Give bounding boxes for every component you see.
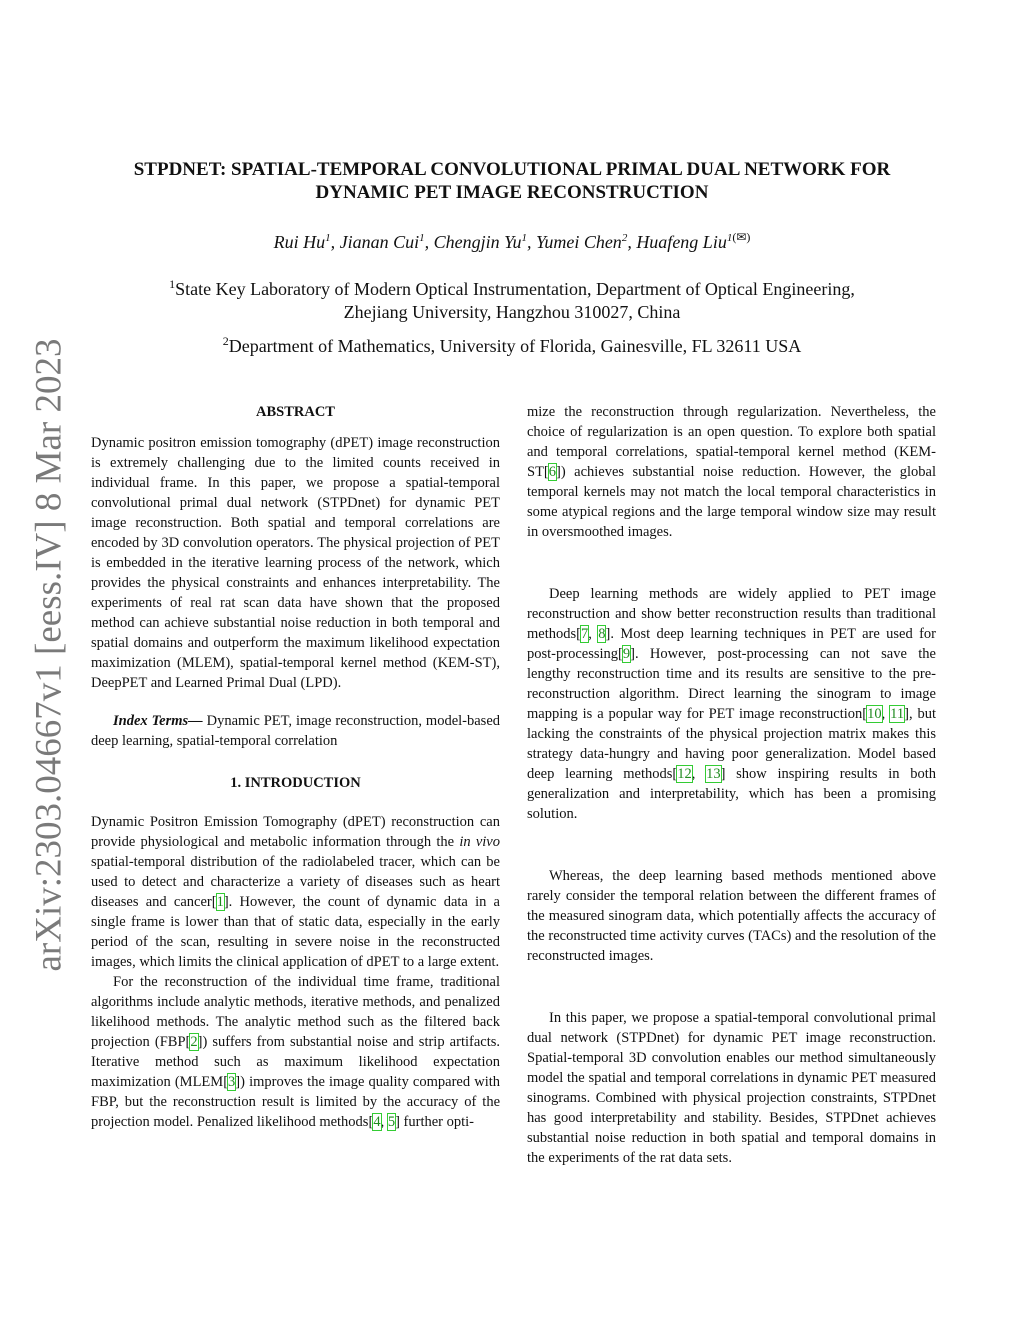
affiliation-1 <box>100 278 924 324</box>
author-name: Jianan Cui <box>339 232 420 252</box>
text-run: Deep learning methods are widely applied to PET image reconstruction and show better reconstruction results than traditional methods <box>527 586 936 642</box>
author-separator: , <box>330 232 340 252</box>
citation-link[interactable]: 3 <box>228 1074 236 1090</box>
intro-paragraph-4: Deep learning methods are widely applied to PET image reconstruction and show better reconstruction results than traditional methods[7, 8]. Most deep learning techniques in PET are used for post-processing[9]. However, post-processing can not save the lengthy reconstruction time and its results are sensitive to the pre-reconstruction algorithm. Direct learning the sinogram to image mapping is a popular way for PET image reconstruction[10, 11], but lacking the constraints of the physical projection matrix makes this strategy data-hungry and having poor generalization. Model based deep learning methods[12, 13] show inspiring results in both generalization and interpretability, which has been a promising solution. <box>527 586 937 822</box>
intro-paragraph-1: Dynamic Positron Emission Tomography (dPET) reconstruction can provide physiological and metabolic information through the in vivo spatial-temporal distribution of the radiolabeled tracer, which can be used to detect and characterize a variety of diseases such as heart diseases and cancer[1]. However, the count of dynamic data in a single frame is lower than that of static data, especially in the early period of the scan, resulting in severe noise in the reconstructed images, which limits the clinical application of dPET to a large extent. <box>91 814 500 970</box>
abstract-heading: ABSTRACT <box>256 404 335 420</box>
citation-link[interactable]: 5 <box>387 1114 396 1130</box>
index-terms-text: Dynamic PET, image reconstruction, model-based deep learning, spatial-temporal correlation <box>91 713 501 749</box>
citation-link[interactable]: 8 <box>598 626 606 642</box>
text-run: ) improves the image quality compared with FBP, but the reconstruction result is limited by the accuracy of the projection model. Penalized likelihood methods <box>91 1074 500 1130</box>
title-line-1: STPDNET: SPATIAL-TEMPORAL CONVOLUTIONAL PRIMAL DUAL NETWORK FOR <box>133 159 891 180</box>
affil-mark: 2 <box>222 334 229 348</box>
citation-link[interactable]: 9 <box>622 646 631 662</box>
text-run: . However, post-processing can not save the lengthy reconstruction time and its results are sensitive to the pre-reconstruction algorithm. Direct learning the sinogram to image mapping is a popular way for PET image reconstruction <box>527 646 936 722</box>
citation-link[interactable]: 4 <box>373 1114 381 1130</box>
author-list <box>100 230 924 254</box>
citation-link[interactable]: 13 <box>706 766 721 782</box>
index-terms <box>91 711 500 751</box>
intro-paragraph-2: For the reconstruction of the individual time frame, traditional algorithms include analytic methods, iterative methods, and penalized likelihood methods. The analytic method such as the filtered back projection (FBP[2]) suffers from substantial noise and strip artifacts. Iterative method such as maximum likelihood expectation maximization (MLEM[3]) improves the image quality compared with FBP, but the reconstruction result is limited by the accuracy of the projection model. Penalized likelihood methods[4, 5] further opti- <box>91 974 500 1130</box>
title-line-2: DYNAMIC PET IMAGE RECONSTRUCTION <box>315 182 709 203</box>
italic-term: in vivo <box>459 834 500 850</box>
intro-paragraph-6: In this paper, we propose a spatial-temporal convolutional primal dual network (STPDnet) for dynamic PET image reconstruction. Spatial-temporal 3D convolution enables our method simultaneously model the spatial and temporal correlations in dynamic PET measured sinograms. Combined with physical projection constraints, STPDnet has good interpretability and stability. Besides, STPDnet achieves substantial noise reduction in both spatial and temporal domains in the experiments of the rat data sets. <box>527 1010 936 1166</box>
abstract-body: Dynamic positron emission tomography (dPET) image reconstruction is extremely challenging due to the limited counts received in individual frame. In this paper, we propose a spatial-temporal convolutional primal dual network (STPDnet) for dynamic PET image reconstruction. Both spatial and temporal correlations are encoded by 3D convolution operators. The physical projection of PET is embedded in the iterative learning process of the network, which provides the physical constraints and enhances interpretability. The experiments of real rat scan data have shown that the proposed method can achieve substantial noise reduction in both temporal and spatial domains and outperform the maximum likelihood expectation maximization (MLEM), spatial-temporal kernel method (KEM-ST), DeepPET and Learned Primal Dual (LPD). <box>91 435 500 691</box>
citation-link[interactable]: 2 <box>190 1034 198 1050</box>
paper-title <box>100 158 924 204</box>
text-run: . Most deep learning techniques in PET are used for post-processing <box>527 626 936 662</box>
affil-2-line-1: Department of Mathematics, University of Florida, Gainesville, FL 32611 USA <box>228 336 802 356</box>
author-separator: , <box>627 232 637 252</box>
arxiv-watermark <box>20 338 78 972</box>
author-affil-mark: 1 <box>521 232 527 244</box>
author-name: Huafeng Liu <box>636 232 727 252</box>
affil-1-line-1: State Key Laboratory of Modern Optical Instrumentation, Department of Optical Engineering, <box>175 279 855 299</box>
text-run: mize the reconstruction through regularization. Nevertheless, the choice of regularization is an open question. To explore both spatial and temporal correlations, spatial-temporal kernel method (KEM-ST <box>527 404 936 480</box>
author-affil-mark: 1 <box>325 232 331 244</box>
author-separator: , <box>526 232 536 252</box>
left-column <box>91 402 500 1132</box>
text-run: For the reconstruction of the individual time frame, traditional algorithms include analytic methods, iterative methods, and penalized likelihood methods. The analytic method such as the filtered back projection (FBP <box>91 974 500 1050</box>
text-run: show inspiring results in both generalization and interpretability, which has been a promising solution. <box>527 766 937 822</box>
index-terms-label: Index Terms— <box>113 713 203 729</box>
arxiv-id-text: arXiv:2303.04667v1 [eess.IV] 8 Mar 2023 <box>28 338 70 972</box>
intro-heading: 1. INTRODUCTION <box>230 775 361 791</box>
text-run: ) achieves substantial noise reduction. However, the global temporal kernels may not match the local temporal characteristics in some atypical regions and the large temporal window size may result in oversmoothed images. <box>527 464 936 540</box>
text-run: . However, the count of dynamic data in a single frame is lower than that of static data, especially in the early period of the scan, resulting in severe noise in the reconstructed images, which limits the clinical application of dPET to a large extent. <box>91 894 500 970</box>
citation-link[interactable]: 12 <box>677 766 692 782</box>
intro-paragraph-5: Whereas, the deep learning based methods mentioned above rarely consider the temporal relation between the different frames of the measured sinogram data, which potentially affects the accuracy of the reconstructed time activity curves (TACs) and the resolution of the reconstructed images. <box>527 868 936 964</box>
citation-link[interactable]: 11 <box>890 706 905 722</box>
affiliation-2 <box>100 335 924 358</box>
affil-mark: 1 <box>169 277 176 291</box>
author-name: Chengjin Yu <box>433 232 522 252</box>
author-affil-mark: 1 <box>726 232 733 244</box>
text-run: ) suffers from substantial noise and strip artifacts. Iterative method such as maximum likelihood expectation maximization (MLEM <box>91 1034 500 1090</box>
author-separator: , <box>424 232 434 252</box>
right-column <box>527 402 936 1168</box>
author-name: Yumei Chen <box>535 232 622 252</box>
author-affil-mark: 2 <box>621 232 628 244</box>
author-affil-mark: 1 <box>419 232 425 244</box>
intro-paragraph-3: mize the reconstruction through regularization. Nevertheless, the choice of regularization is an open question. To explore both spatial and temporal correlations, spatial-temporal kernel method (KEM-ST[6]) achieves substantial noise reduction. However, the global temporal kernels may not match the local temporal characteristics in some atypical regions and the large temporal window size may result in oversmoothed images. <box>527 404 936 540</box>
affil-1-line-2: Zhejiang University, Hangzhou 310027, China <box>343 302 681 322</box>
citation-link[interactable]: 7 <box>580 626 589 642</box>
text-run: , but lacking the constraints of the physical projection matrix makes this strategy data-hungry and having poor generalization. Model based deep learning methods <box>527 706 937 782</box>
text-run: further opti- <box>399 1114 474 1130</box>
envelope-icon: (✉) <box>732 230 751 244</box>
text-run: Dynamic Positron Emission Tomography (dPET) reconstruction can provide physiological and metabolic information through the <box>91 814 500 850</box>
citation-link[interactable]: 6 <box>548 464 557 480</box>
citation-link[interactable]: 10 <box>867 706 882 722</box>
citation-link[interactable]: 1 <box>216 894 224 910</box>
text-run: spatial-temporal distribution of the radiolabeled tracer, which can be used to detect and characterize a variety of diseases such as heart diseases and cancer <box>91 854 500 910</box>
author-name: Rui Hu <box>273 232 326 252</box>
